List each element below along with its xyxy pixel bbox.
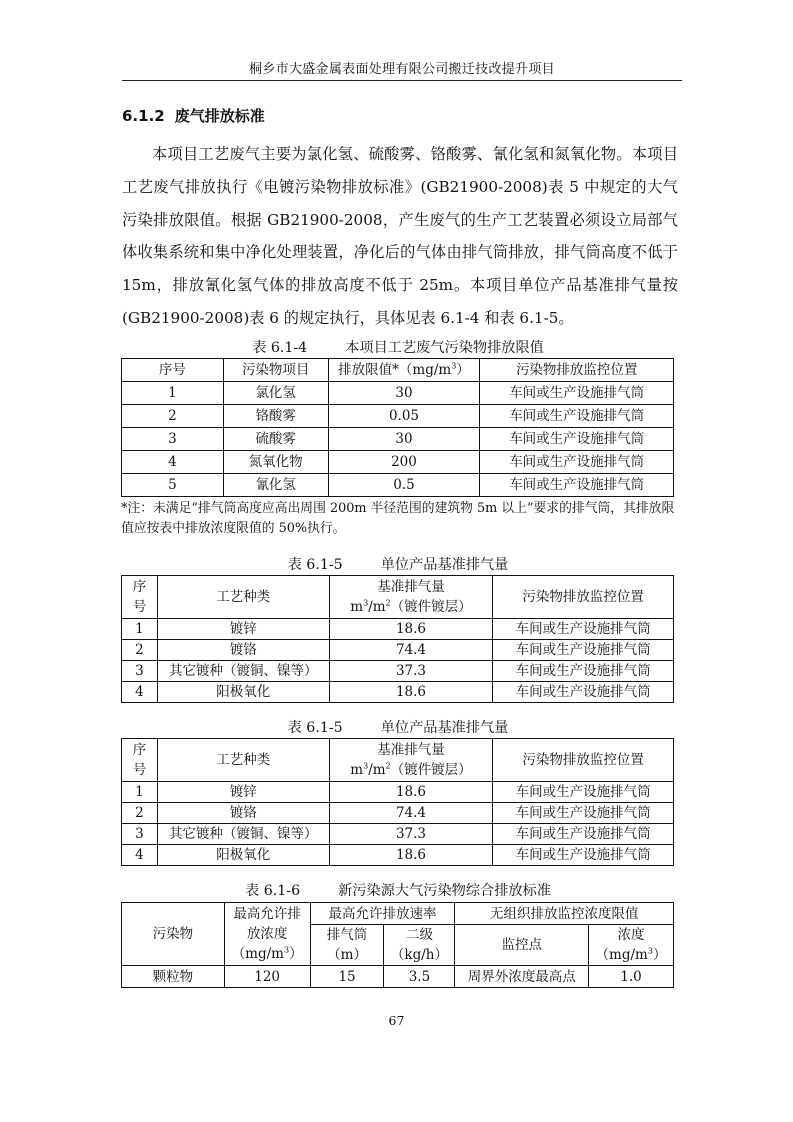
header-cell: 最高允许排放速率 bbox=[310, 903, 455, 925]
table-row bbox=[122, 845, 674, 866]
header-cell: 排气筒 （m） bbox=[310, 925, 384, 966]
caption-number: 表 6.1-5 bbox=[287, 557, 343, 573]
cell: 阳极氧化 bbox=[157, 845, 329, 866]
caption-title: 本项目工艺废气污染物排放限值 bbox=[345, 340, 544, 356]
cell: 74.4 bbox=[329, 803, 493, 824]
header-cell: 工艺种类 bbox=[157, 739, 329, 782]
header-cell: 基准排气量 $m^3/m^2$（镀件镀层） bbox=[329, 739, 493, 782]
cell: 4 bbox=[122, 451, 224, 474]
cell: 氯化氢 bbox=[223, 382, 328, 405]
table-6-1-4-caption bbox=[122, 337, 674, 357]
cell: 1.0 bbox=[589, 966, 674, 988]
cell: 3 bbox=[122, 824, 158, 845]
cell: 车间或生产设施排气筒 bbox=[493, 782, 674, 803]
table-note: *注：未满足“排气筒高度应高出周围 200m 半径范围的建筑物 5m 以上”要求的排气筒，其排放限值应按表中排放浓度限值的 50%执行。 bbox=[121, 501, 675, 536]
caption-title: 新污染源大气污染物综合排放标准 bbox=[338, 883, 551, 899]
cell: 4 bbox=[122, 845, 158, 866]
cell: 硫酸雾 bbox=[223, 428, 328, 451]
table-row bbox=[122, 405, 674, 428]
header-cell: 基准排气量 $m^3/m^2$（镀件镀层） bbox=[329, 576, 493, 619]
cell: 120 bbox=[224, 966, 310, 988]
cell: 3 bbox=[122, 428, 224, 451]
cell: 200 bbox=[328, 451, 480, 474]
cell: 其它镀种（镀铜、镍等） bbox=[157, 661, 329, 682]
section-title: 废气排放标准 bbox=[174, 107, 265, 125]
table-row bbox=[122, 640, 674, 661]
header-cell: 序 号 bbox=[122, 739, 158, 782]
caption-number: 表 6.1-6 bbox=[245, 883, 301, 899]
cell: 车间或生产设施排气筒 bbox=[493, 682, 674, 703]
table-6-1-5-caption bbox=[122, 554, 674, 574]
cell: 镀锌 bbox=[157, 619, 329, 640]
table-header-row bbox=[122, 576, 674, 619]
caption-title: 单位产品基准排气量 bbox=[380, 557, 509, 573]
cell: 5 bbox=[122, 474, 224, 497]
header-cell: 污染物 bbox=[122, 903, 225, 966]
table-row bbox=[122, 474, 674, 497]
caption-title: 单位产品基准排气量 bbox=[380, 720, 509, 736]
cell: 18.6 bbox=[329, 619, 493, 640]
cell: 周界外浓度最高点 bbox=[455, 966, 589, 988]
cell: 车间或生产设施排气筒 bbox=[493, 619, 674, 640]
table-row bbox=[122, 619, 674, 640]
cell: 3 bbox=[122, 661, 158, 682]
table-row bbox=[122, 682, 674, 703]
cell: 镀锌 bbox=[157, 782, 329, 803]
cell: 37.3 bbox=[329, 661, 493, 682]
cell: 氰化氢 bbox=[223, 474, 328, 497]
cell: 3.5 bbox=[384, 966, 455, 988]
table-6-1-5 bbox=[121, 575, 674, 703]
cell: 4 bbox=[122, 682, 158, 703]
cell: 1 bbox=[122, 382, 224, 405]
table-6-1-6 bbox=[121, 902, 674, 988]
table-row bbox=[122, 428, 674, 451]
header-cell: 二级 （kg/h） bbox=[384, 925, 455, 966]
cell: 车间或生产设施排气筒 bbox=[480, 428, 674, 451]
table-6-1-6-caption bbox=[122, 880, 674, 900]
cell: 37.3 bbox=[329, 824, 493, 845]
header-cell: 污染物排放监控位置 bbox=[493, 739, 674, 782]
cell: 车间或生产设施排气筒 bbox=[493, 824, 674, 845]
cell: 车间或生产设施排气筒 bbox=[493, 640, 674, 661]
cell: 颗粒物 bbox=[122, 966, 225, 988]
cell: 18.6 bbox=[329, 845, 493, 866]
section-heading bbox=[122, 105, 265, 126]
table-row bbox=[122, 382, 674, 405]
table-6-1-5-duplicate-caption bbox=[122, 717, 674, 737]
cell: 镀铬 bbox=[157, 803, 329, 824]
cell: 0.5 bbox=[328, 474, 480, 497]
caption-number: 表 6.1-5 bbox=[287, 720, 343, 736]
header-cell: 浓度 $(mg/m^3)$ bbox=[589, 925, 674, 966]
cell: 其它镀种（镀铜、镍等） bbox=[157, 824, 329, 845]
cell: 车间或生产设施排气筒 bbox=[480, 474, 674, 497]
section-number: 6.1.2 bbox=[122, 107, 165, 125]
table-row bbox=[122, 661, 674, 682]
cell: 车间或生产设施排气筒 bbox=[493, 845, 674, 866]
header-cell: 工艺种类 bbox=[157, 576, 329, 619]
cell: 车间或生产设施排气筒 bbox=[480, 382, 674, 405]
table-6-1-5-duplicate bbox=[121, 738, 674, 866]
cell: 2 bbox=[122, 640, 158, 661]
table-header-row bbox=[122, 903, 674, 925]
cell: 1 bbox=[122, 782, 158, 803]
table-header-row bbox=[122, 359, 674, 382]
cell: 18.6 bbox=[329, 782, 493, 803]
header-cell: 监控点 bbox=[455, 925, 589, 966]
table-row bbox=[122, 966, 674, 988]
table-row bbox=[122, 451, 674, 474]
page-header: 桐乡市大盛金属表面处理有限公司搬迁技改提升项目 bbox=[122, 58, 682, 81]
header-cell: 最高允许排 放浓度 $(mg/m^3)$ bbox=[224, 903, 310, 966]
cell: 铬酸雾 bbox=[223, 405, 328, 428]
cell: 车间或生产设施排气筒 bbox=[493, 803, 674, 824]
cell: 0.05 bbox=[328, 405, 480, 428]
header-cell: 序 号 bbox=[122, 576, 158, 619]
caption-number: 表 6.1-4 bbox=[252, 340, 308, 356]
cell: 30 bbox=[328, 428, 480, 451]
cell: 74.4 bbox=[329, 640, 493, 661]
header-cell: 污染物排放监控位置 bbox=[493, 576, 674, 619]
table-6-1-4 bbox=[121, 358, 674, 497]
table-row bbox=[122, 782, 674, 803]
cell: 1 bbox=[122, 619, 158, 640]
header-cell: 序号 bbox=[122, 359, 224, 382]
header-cell: 无组织排放监控浓度限值 bbox=[455, 903, 674, 925]
cell: 18.6 bbox=[329, 682, 493, 703]
cell: 30 bbox=[328, 382, 480, 405]
table-header-row bbox=[122, 739, 674, 782]
cell: 15 bbox=[310, 966, 384, 988]
cell: 2 bbox=[122, 405, 224, 428]
cell: 车间或生产设施排气筒 bbox=[480, 405, 674, 428]
header-cell: 排放限值$*(mg/m^3)$ bbox=[328, 359, 480, 382]
cell: 车间或生产设施排气筒 bbox=[480, 451, 674, 474]
cell: 氮氧化物 bbox=[223, 451, 328, 474]
body-paragraph: 本项目工艺废气主要为氯化氢、硫酸雾、铬酸雾、氰化氢和氮氧化物。本项目工艺废气排放执行《电镀污染物排放标准》(GB21900-2008)表 5 中规定的大气污染排放限值。根据 GB21900-2008，产生废气的生产工艺装置必须设立局部气体收集系统和集中净化处理装置，净化后的气体由排气筒排放，排气筒高度不低于 15m，排放氰化氢气体的排放高度不低于 25m。本项目单位产品基准排气量按(GB21900-2008)表 6 的规定执行，具体见表 6.1-4 和表 6.1-5。 bbox=[122, 145, 678, 327]
table-row bbox=[122, 824, 674, 845]
cell: 镀铬 bbox=[157, 640, 329, 661]
cell: 2 bbox=[122, 803, 158, 824]
page-number: 67 bbox=[388, 1013, 405, 1028]
header-cell: 污染物项目 bbox=[223, 359, 328, 382]
cell: 阳极氧化 bbox=[157, 682, 329, 703]
cell: 车间或生产设施排气筒 bbox=[493, 661, 674, 682]
table-row bbox=[122, 803, 674, 824]
header-cell: 污染物排放监控位置 bbox=[480, 359, 674, 382]
